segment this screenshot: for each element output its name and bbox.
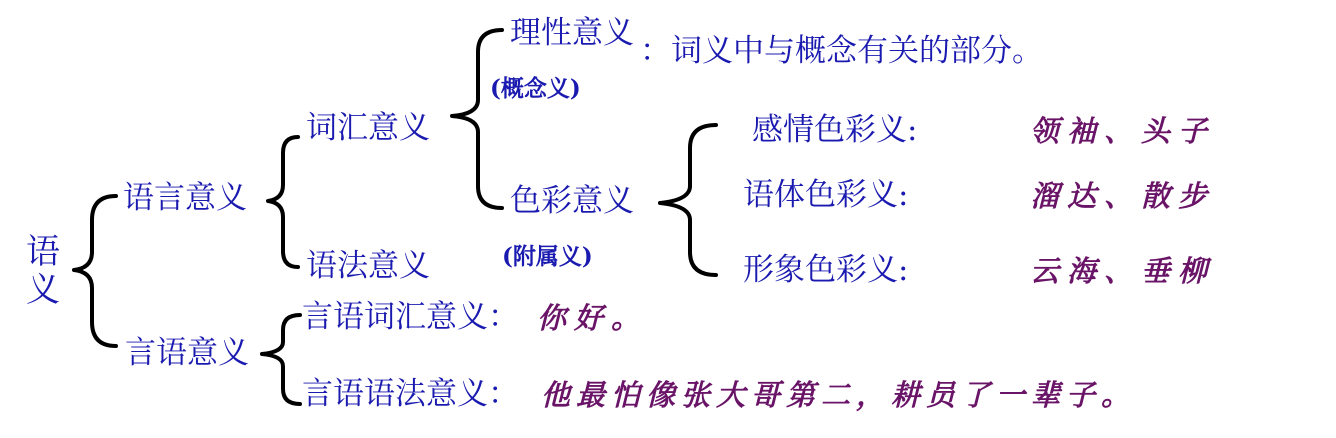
brace-lexical [452,30,502,208]
color-meaning-label: 色彩意义 [510,183,634,219]
brace-speech [262,315,300,404]
brace-color [660,125,716,275]
rational-meaning-definition: ：词义中与概念有关的部分。 [640,33,1043,69]
brace-root [74,196,116,346]
root-label-line2: 义 [26,270,60,311]
image-color-label: 形象色彩义: [743,252,909,288]
rational-meaning-note: (概念义) [490,75,581,102]
root-label-line1: 语 [26,232,60,272]
speech-grammatical-example: 他最怕像张大哥第二，耕员了一辈子。 [541,378,1137,412]
language-meaning-label: 语言意义 [123,180,247,216]
rational-meaning-label: 理性意义 [510,15,634,51]
grammatical-meaning-label: 语法意义 [306,248,430,284]
speech-grammatical-label: 言语语法意义： [302,376,519,412]
speech-lexical-example: 你好。 [537,301,649,335]
stylistic-color-label: 语体色彩义: [743,177,909,213]
image-color-example: 云海、垂柳 [1030,254,1216,288]
speech-meaning-label: 言语意义 [125,335,249,371]
emotional-color-label: 感情色彩义: [752,112,918,148]
emotional-color-example: 领袖、头子 [1030,114,1216,148]
color-meaning-note: (附属义) [502,243,593,270]
root-label [26,233,60,309]
speech-lexical-label: 言语词汇意义： [302,299,519,335]
brace-language [268,137,298,267]
stylistic-color-example: 溜达、散步 [1030,179,1216,213]
lexical-meaning-label: 词汇意义 [306,110,430,146]
